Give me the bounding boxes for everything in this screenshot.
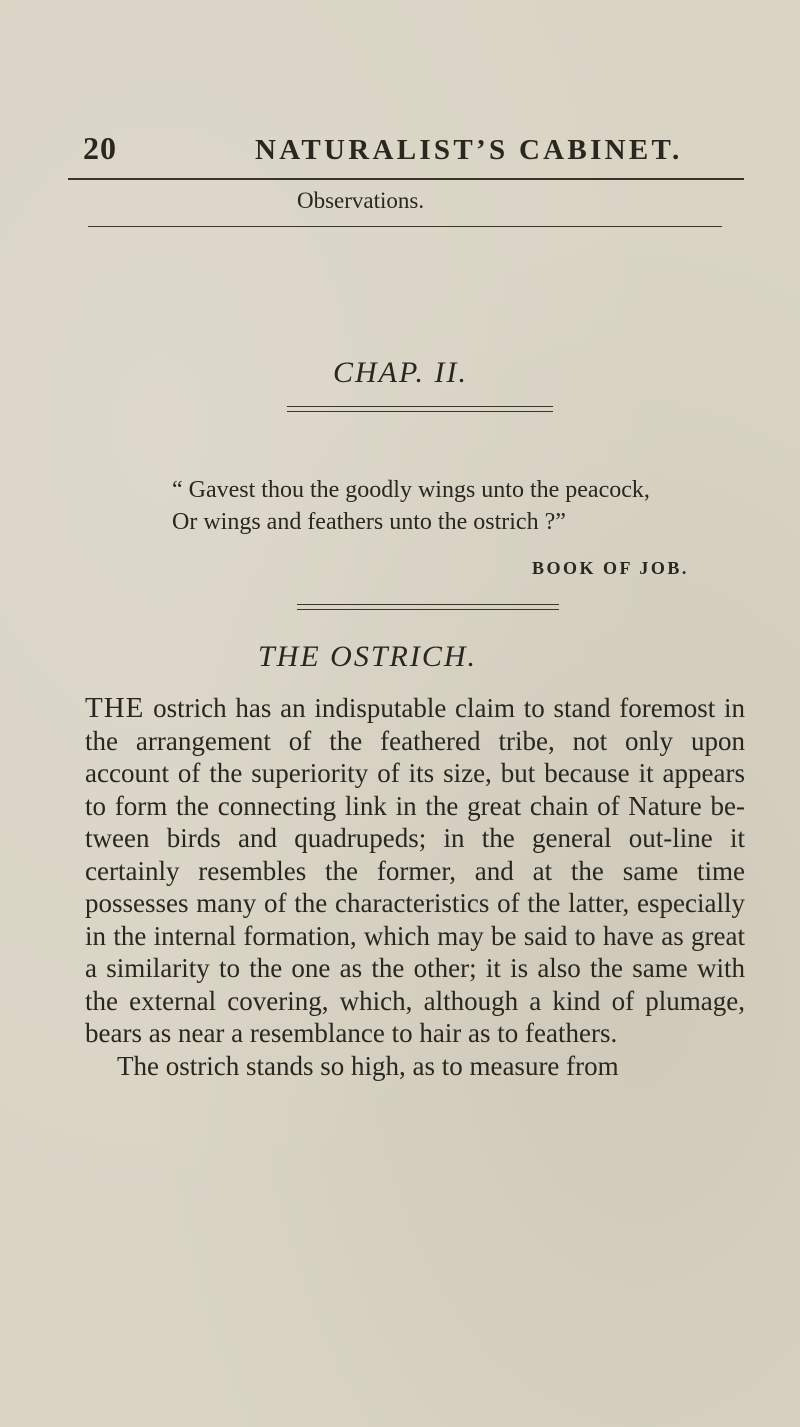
epigraph-attribution: BOOK OF JOB.	[532, 558, 689, 578]
epigraph-line-2: Or wings and feathers unto the ostrich ?”	[172, 509, 566, 535]
section-label-rule	[88, 226, 722, 227]
running-head: NATURALIST’S CABINET.	[255, 134, 683, 166]
paragraph-1-text: ostrich has an indisputable claim to stand foremost in the arrangement of the feathered tribe, not only upon account of the superiority of its size, but because it appears to form the connecting link in the great chain of Nature be-tween birds and quadrupeds; in the general out-line it certainly resembles the former, and at the same time possesses many of the characteristics of the latter, especially in the internal formation, which may be said to have as great a similarity to the one as the other; it is also the same with the external covering, which, although a kind of plumage, bears as near a resemblance to hair as to feathers.	[85, 693, 745, 1048]
section-title: THE OSTRICH.	[258, 640, 478, 673]
paragraph-1	[85, 692, 745, 1050]
header-rule	[68, 178, 744, 180]
epigraph-line-1: “ Gavest thou the goodly wings unto the peacock,	[172, 477, 650, 503]
epigraph-rule	[297, 604, 559, 605]
paragraph-initial: THE	[85, 692, 145, 724]
paragraph-2: The ostrich stands so high, as to measure from	[117, 1050, 619, 1081]
chapter-title: CHAP. II.	[333, 356, 468, 389]
page-number: 20	[83, 130, 117, 166]
body-text	[85, 692, 745, 1082]
section-label: Observations.	[297, 188, 425, 213]
chapter-rule	[287, 406, 553, 407]
epigraph-rule-secondary	[297, 609, 559, 610]
chapter-rule-secondary	[287, 411, 553, 412]
